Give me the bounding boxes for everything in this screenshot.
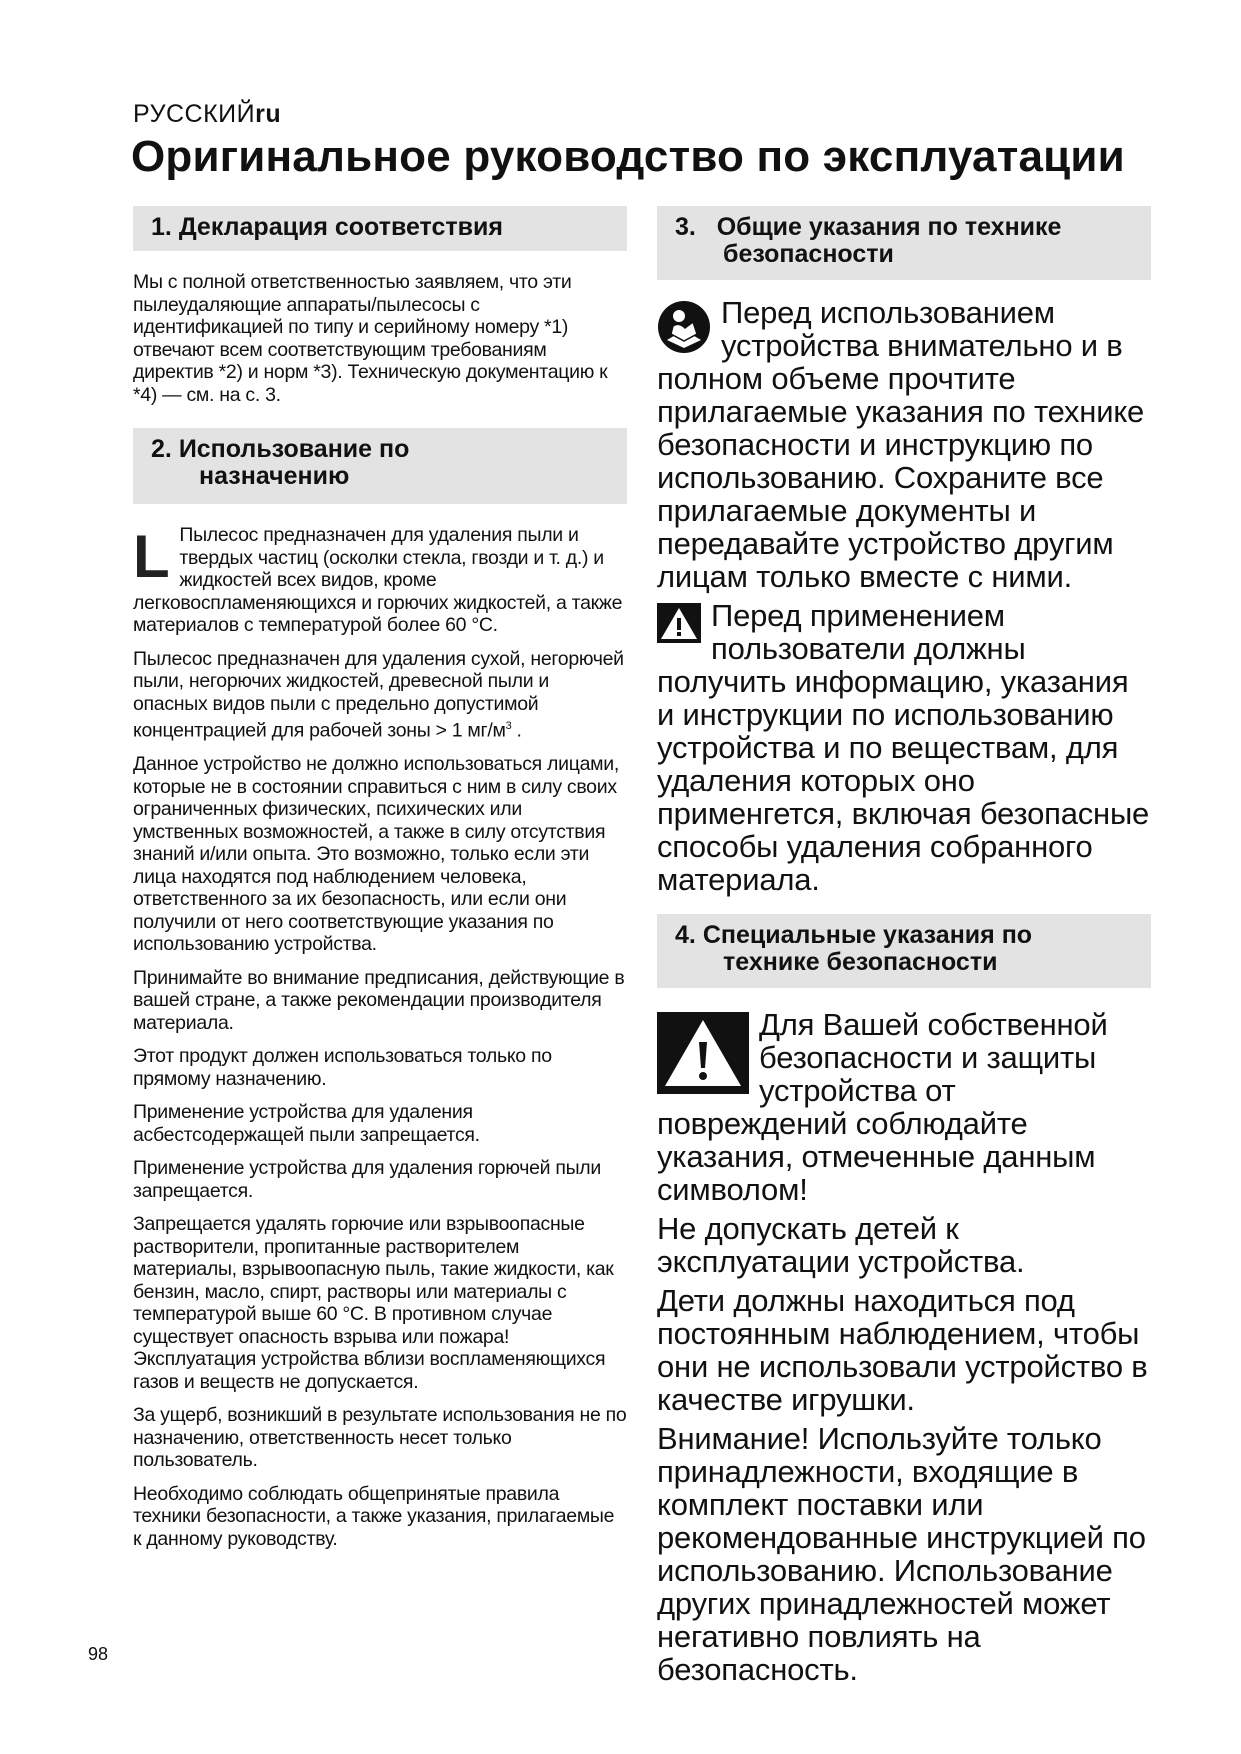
page-title: Оригинальное руководство по эксплуатации <box>131 132 1125 181</box>
right-column <box>657 206 1151 1692</box>
paragraph: Принимайте во внимание предписания, действующие в вашей стране, а также рекомендации производителя материала. <box>133 966 625 1034</box>
paragraph: Применение устройства для удаления горючей пыли запрещается. <box>133 1157 601 1202</box>
paragraph: Необходимо соблюдать общепринятые правила техники безопасности, а также указания, прилагаемые к данному руководству. <box>133 1482 615 1550</box>
class-l-dust-icon: L <box>133 523 170 590</box>
paragraph: Дети должны находиться под постоянным наблюдением, чтобы они не использовали устройство в качестве игрушки. <box>657 1283 1148 1417</box>
paragraph-text: Перед применением пользователи должны получить информацию, указания и инструкции по использованию устройства и по веществам, для удаления которых оно применгется, включая безопасные способы удаления собранного материала. <box>657 598 1150 897</box>
paragraph <box>133 648 627 743</box>
section-4-heading <box>657 914 1151 988</box>
section-2-heading <box>133 428 627 504</box>
page-number: 98 <box>88 1644 109 1664</box>
left-column <box>133 206 627 1561</box>
paragraph: Не допускать детей к эксплуатации устройства. <box>657 1211 1025 1279</box>
paragraph: Применение устройства для удаления асбестсодержащей пыли запрещается. <box>133 1101 480 1146</box>
section-title: Использование по <box>178 435 410 463</box>
warning-icon <box>657 1012 749 1100</box>
paragraph: За ущерб, возникший в результате использования не по назначению, ответственность несет только пользователь. <box>133 1404 627 1471</box>
paragraph <box>657 1008 1151 1206</box>
language-code: ru <box>255 100 282 128</box>
language-name: РУССКИЙ <box>133 100 256 128</box>
section-number: 3. <box>675 213 696 241</box>
paragraph-text: Пылесос предназначен для удаления пыли и твердых частиц (осколки стекла, гвозди и т. д.) и жидкостей всех видов, кроме легковоспламеняющихся и горючих жидкостей, а также материалов с температурой более 60 °C. <box>133 524 623 636</box>
language-label <box>133 100 281 129</box>
paragraph-text: Пылесос предназначен для удаления сухой, негорючей пыли, негорючих жидкостей, древесной пыли и опасных видов пыли с предельно допустимой концентрацией для рабочей зоны > 1 мг/м <box>133 647 624 742</box>
paragraph: Этот продукт должен использоваться только по прямому назначению. <box>133 1045 552 1090</box>
paragraph: Данное устройство не должно использоваться лицами, которые не в состоянии справиться с ним в силу своих ограниченных физических, психических или умственных возможностей, а также в силу отсутствия знаний и/или опыта. Это возможно, только если эти лица находятся под наблюдением человека, ответственного за их безопасность, или если они получили от него соответствующие указания по использованию устройства. <box>133 753 619 955</box>
section-3-heading <box>657 206 1151 280</box>
section-title: Специальные указания по <box>702 921 1033 949</box>
superscript: 3 <box>505 720 512 732</box>
paragraph-end: . <box>511 719 522 742</box>
section-number: 4. <box>675 921 696 949</box>
section-title-cont: технике безопасности <box>723 948 998 976</box>
warning-icon <box>657 603 701 649</box>
section-1-heading <box>133 206 627 251</box>
section-title: Декларация соответствия <box>178 213 503 241</box>
paragraph <box>657 599 1151 896</box>
section-number: 2. <box>151 435 172 463</box>
paragraph: Внимание! Используйте только принадлежности, входящие в комплект поставки или рекомендованные инструкцией по использованию. Использование других принадлежностей может негативно повлиять на безопасность. <box>657 1421 1146 1687</box>
paragraph-text: Перед использованием устройства внимательно и в полном объеме прочтите прилагаемые указания по технике безопасности и инструкцию по использованию. Сохраните все прилагаемые документы и передавайте устройство другим лицам только вместе с ними. <box>657 295 1145 594</box>
paragraph: Запрещается удалять горючие или взрывоопасные растворители, пропитанные растворителем материалы, взрывоопасную пыль, такие жидкости, как бензин, масло, спирт, растворы или материалы с температурой выше 60 °C. В противном случае существует опасность взрыва или пожара! Эксплуатация устройства вблизи воспламеняющихся газов и веществ не допускается. <box>133 1213 614 1393</box>
paragraph <box>133 524 627 637</box>
paragraph <box>657 296 1151 593</box>
section-number: 1. <box>151 213 172 241</box>
section-title-cont: безопасности <box>723 240 894 268</box>
read-manual-icon <box>657 300 711 360</box>
paragraph: Мы с полной ответственностью заявляем, что эти пылеудаляющие аппараты/пылесосы с идентификацией по типу и серийному номеру *1) отвечают всем соответствующим требованиям директив *2) и норм *3). Техническую документацию к *4) — см. на с. 3. <box>133 271 608 406</box>
section-title: Общие указания по технике <box>716 213 1062 241</box>
paragraph-text: Для Вашей собственной безопасности и защиты устройства от повреждений соблюдайте указания, отмеченные данным символом! <box>657 1007 1108 1207</box>
section-title-cont: назначению <box>199 462 350 490</box>
